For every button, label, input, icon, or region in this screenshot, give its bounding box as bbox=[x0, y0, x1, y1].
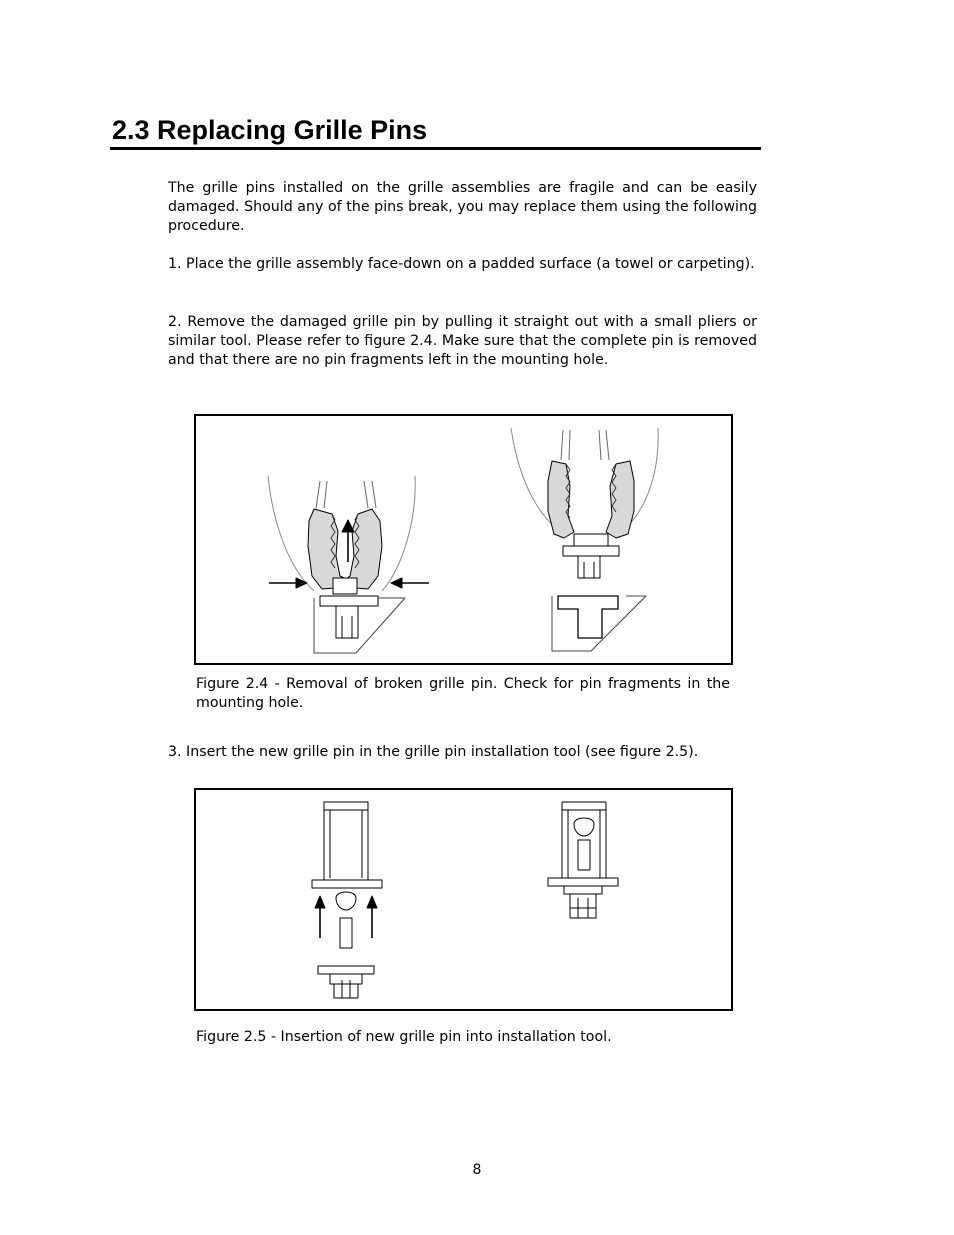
step-2-paragraph: 2. Remove the damaged grille pin by pulling it straight out with a small pliers or similar tool. Please refer to figure 2.4. Make sure that the complete pin is removed and that there are no pin fragments left in the mounting hole. bbox=[168, 314, 757, 368]
step-3-paragraph: 3. Insert the new grille pin in the grille pin installation tool (see figure 2.5). bbox=[168, 744, 699, 760]
step-1-paragraph: 1. Place the grille assembly face-down on a padded surface (a towel or carpeting). bbox=[168, 256, 755, 272]
figure-2-5-caption: Figure 2.5 - Insertion of new grille pin into installation tool. bbox=[196, 1029, 612, 1045]
pliers-gripping-pin bbox=[268, 476, 429, 653]
pliers-removal-illustration bbox=[196, 416, 731, 663]
figure-2-4-caption: Figure 2.4 - Removal of broken grille pin. Check for pin fragments in the mounting hole. bbox=[196, 676, 730, 711]
page-number: 8 bbox=[472, 1162, 482, 1178]
tool-insertion-illustration bbox=[196, 790, 731, 1009]
figure-2-4 bbox=[194, 414, 733, 665]
pin-entering-tool bbox=[312, 802, 382, 998]
title-underline bbox=[110, 147, 761, 150]
pin-seated-in-tool bbox=[548, 802, 618, 918]
pliers-with-extracted-pin bbox=[511, 428, 658, 651]
intro-paragraph: The grille pins installed on the grille assemblies are fragile and can be easily damaged. Should any of the pins break, you may replace them using the following procedure. bbox=[168, 180, 757, 234]
figure-2-5 bbox=[194, 788, 733, 1011]
section-title: 2.3 Replacing Grille Pins bbox=[112, 115, 428, 145]
